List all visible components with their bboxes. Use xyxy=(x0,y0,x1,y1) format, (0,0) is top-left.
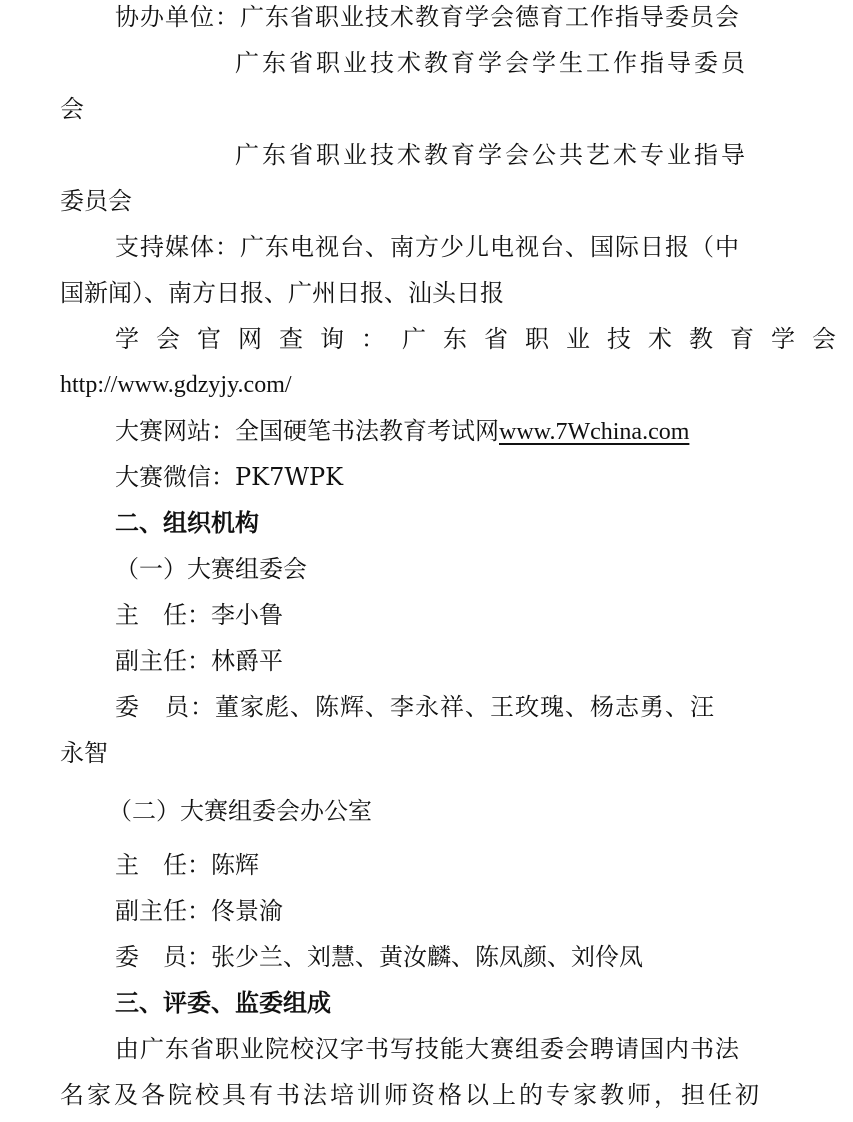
co-organizer-line-2-cont: 会 xyxy=(60,95,84,123)
co-organizer-line-3-cont: 委员会 xyxy=(60,187,132,215)
contest-website-line xyxy=(115,416,740,447)
support-media-line-1: 支持媒体：广东电视台、南方少儿电视台、国际日报（中 xyxy=(115,233,740,261)
judges-paragraph-line-1: 由广东省职业院校汉字书写技能大赛组委会聘请国内书法 xyxy=(115,1035,740,1063)
co-organizer-line-2: 广东省职业技术教育学会学生工作指导委员 xyxy=(235,49,748,77)
contest-website-label: 大赛网站：全国硬笔书法教育考试网 xyxy=(115,417,499,445)
official-site-url[interactable]: http://www.gdzyjy.com/ xyxy=(60,372,292,398)
committee-members-line-1: 委 员：董家彪、陈辉、李永祥、王玫瑰、杨志勇、汪 xyxy=(115,693,715,721)
official-site-label: 学会官网查询：广东省职业技术教育学会 xyxy=(115,325,853,353)
committee-deputy-director: 副主任：林爵平 xyxy=(115,647,283,675)
section-heading-organization: 二、组织机构 xyxy=(115,509,259,537)
subsection-committee: （一）大赛组委会 xyxy=(115,555,307,583)
contest-wechat: 大赛微信：PK7WPK xyxy=(115,463,344,491)
subsection-committee-office: （二）大赛组委会办公室 xyxy=(108,797,372,825)
office-director: 主 任：陈辉 xyxy=(115,851,259,879)
office-deputy-director: 副主任：佟景渝 xyxy=(115,897,283,925)
co-organizer-line-1: 协办单位：广东省职业技术教育学会德育工作指导委员会 xyxy=(115,3,740,31)
judges-paragraph-line-2: 名家及各院校具有书法培训师资格以上的专家教师，担任初 xyxy=(60,1081,762,1109)
section-heading-judges: 三、评委、监委组成 xyxy=(115,989,331,1017)
contest-website-link[interactable]: www.7Wchina.com xyxy=(499,419,690,445)
support-media-line-2: 国新闻）、南方日报、广州日报、汕头日报 xyxy=(60,279,504,307)
office-members: 委 员：张少兰、刘慧、黄汝麟、陈凤颜、刘伶凤 xyxy=(115,943,643,971)
committee-director: 主 任：李小鲁 xyxy=(115,601,283,629)
committee-members-line-2: 永智 xyxy=(60,739,108,767)
co-organizer-line-3: 广东省职业技术教育学会公共艺术专业指导 xyxy=(235,141,748,169)
